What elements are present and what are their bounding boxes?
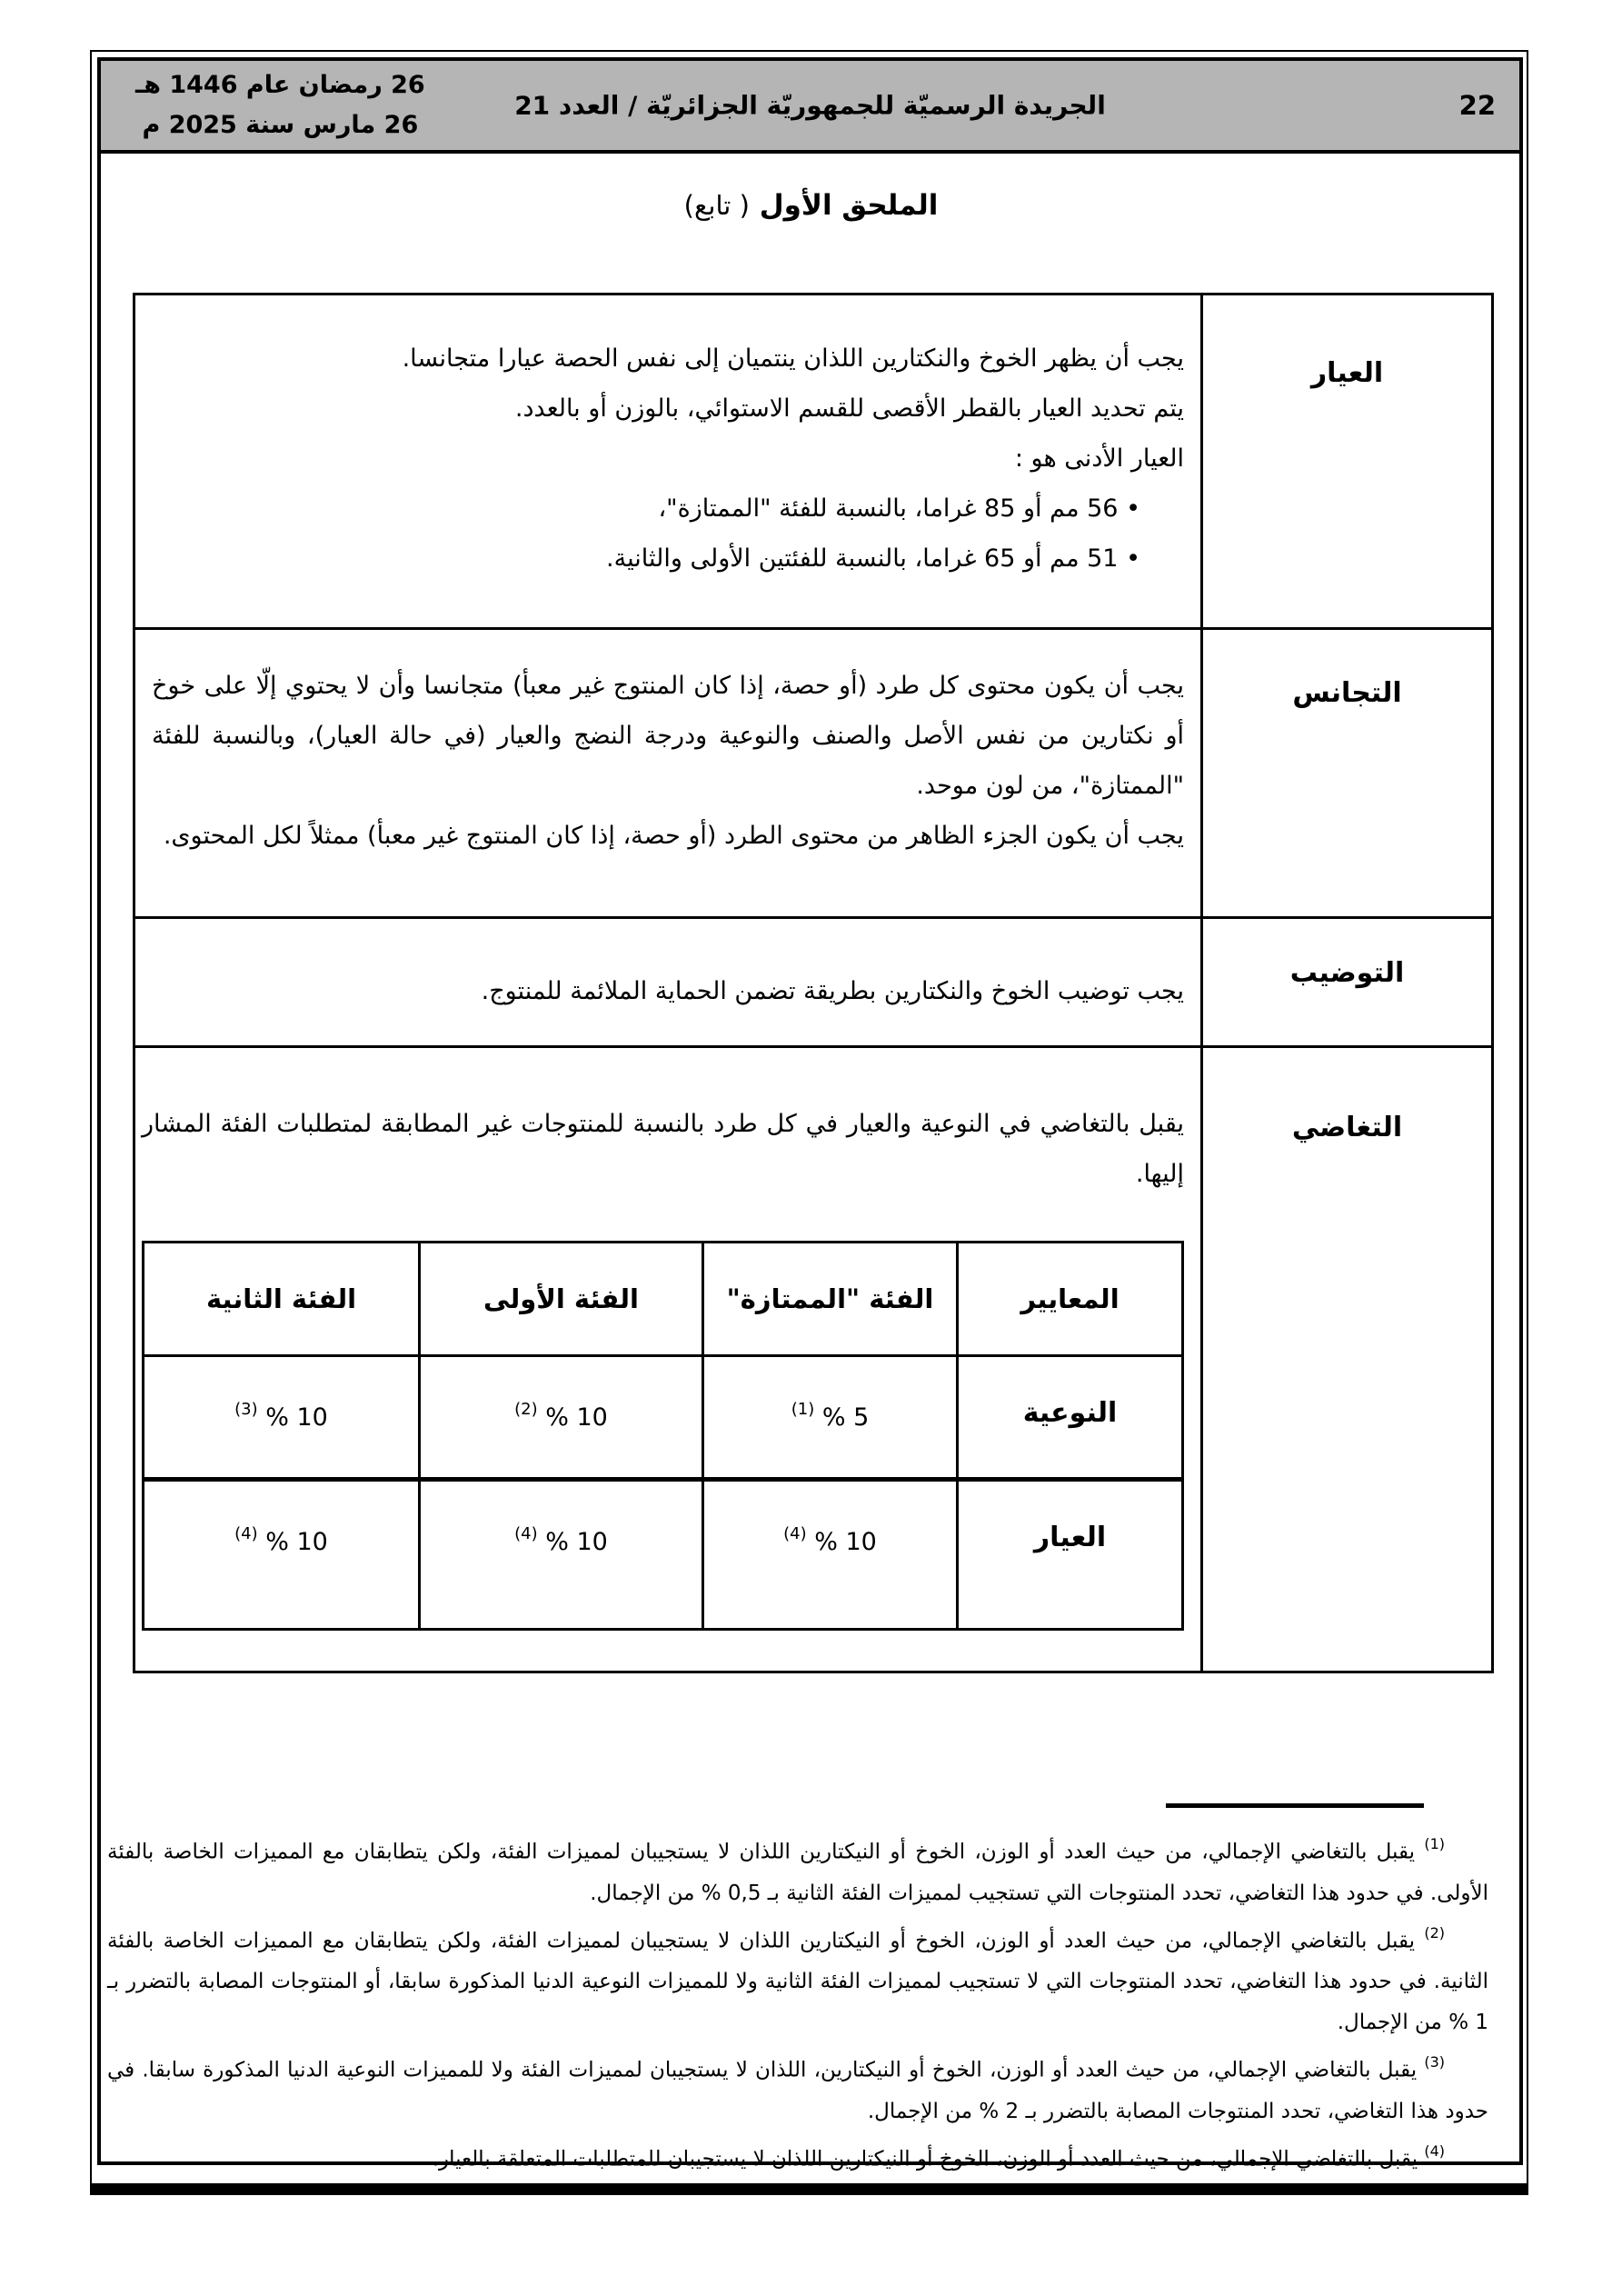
footnote-text: يقبل بالتغاضي الإجمالي، من حيث العدد أو الوزن، الخوخ أو النيكتارين اللذان لا يستجيبان لمميزات الفئة، ولكن يتطابقان مع المميزات الخاصة بالفئة الأولى. في حدود هذا التغاضي، تحدد المنتوجات التي تستجيب لمميزات الفئة الثانية بـ 0,5 % من الإجمال. [107, 1840, 1488, 1905]
footnote-ref: (1) [791, 1400, 815, 1419]
footnote-ref: (4) [234, 1524, 258, 1543]
row-label-packaging: التوضيب [1200, 919, 1491, 1045]
column-header-second-class: الفئة الثانية [205, 1283, 357, 1314]
bullet-item: • 56 مم أو 85 غراما، بالنسبة للفئة "الممتازة"، [658, 494, 1140, 523]
footnote-ref: (3) [1424, 2053, 1446, 2071]
value-cell [418, 1357, 702, 1477]
footnote-ref: (2) [1424, 1923, 1445, 1942]
footnote [107, 1825, 1488, 1914]
row-content-tolerance [125, 1048, 1200, 1671]
paragraph: يجب توضيب الخوخ والنكتارين بطريقة تضمن الحماية الملائمة للمنتوج. [481, 977, 1184, 1005]
hijri-date: 26 رمضان عام 1446 هـ [135, 71, 425, 99]
tolerance-value: 10 % [814, 1528, 877, 1556]
annex-title [0, 189, 1622, 222]
footnote-text: يقبل بالتغاضي الإجمالي، من حيث العدد أو الوزن، الخوخ أو النيكتارين اللذان لا يستجيبان لمميزات الفئة، ولكن يتطابقان مع المميزات الخاصة بالفئة الثانية. في حدود هذا التغاضي، تحدد المنتوجات التي لا تستجيب لمميزات الفئة الثانية ولا للمميزات النوعية الدنيا المذكورة سابقا، أو المنتوجات المصابة بالتضرر بـ 1 % من الإجمال. [107, 1929, 1488, 2035]
table-row-packaging [135, 916, 1491, 1045]
column-header-first-class: الفئة الأولى [418, 1243, 702, 1354]
row-label-caliber: العيار [1200, 295, 1491, 627]
paragraph: العيار الأدنى هو : [1014, 444, 1184, 473]
table-row-tolerance [135, 1045, 1491, 1671]
paragraph: يقبل بالتغاضي في النوعية والعيار في كل طرد بالنسبة للمنتوجات غير المطابقة لمتطلبات الفئة المشار إليها. [142, 1110, 1184, 1188]
column-header-criteria: المعايير [956, 1243, 1181, 1354]
row-content-homogeneity [135, 630, 1200, 916]
value-cell [144, 1482, 418, 1628]
paragraph: يتم تحديد العيار بالقطر الأقصى للقسم الاستوائي، بالوزن أو بالعدد. [514, 394, 1184, 423]
gregorian-date: 26 مارس سنة 2025 م [142, 111, 419, 139]
footnotes [107, 1825, 1488, 2181]
footnote [107, 2132, 1488, 2181]
footnote-ref: (1) [1424, 1835, 1445, 1852]
footnote-text: يقبل بالتغاضي الإجمالي، من حيث العدد أو الوزن، الخوخ أو النيكتارين، اللذان لا يستجيبان لمميزات الفئة ولا للمميزات النوعية الدنيا المذكورة سابقا. في حدود هذا التغاضي، تحدد المنتوجات المصابة بالتضرر بـ 2 % من الإجمال. [107, 2058, 1488, 2123]
paragraph: يجب أن يكون محتوى كل طرد (أو حصة، إذا كان المنتوج غير معبأ) متجانسا وأن لا يحتوي إلّا على خوخ أو نكتارين من نفس الأصل والصنف والنوعية ودرجة النضج والعيار (في حالة العيار)، وبالنسبة للفئة "الممتازة"، من لون موحد. [152, 672, 1184, 800]
row-label-caliber: العيار [956, 1482, 1181, 1628]
annex-title-suffix: ( تابع) [683, 190, 750, 221]
table-row-homogeneity [135, 627, 1491, 916]
paragraph: يجب أن يظهر الخوخ والنكتارين اللذان ينتميان إلى نفس الحصة عيارا متجانسا. [402, 344, 1184, 373]
footnote-ref: (3) [234, 1400, 258, 1419]
footnote-text: يقبل بالتغاضي الإجمالي، من حيث العدد أو الوزن، الخوخ أو النيكتارين اللذان لا يستجيبان للمتطلبات المتعلقة بالعيار. [432, 2147, 1418, 2171]
value-cell [144, 1357, 418, 1477]
annex-title-main: الملحق الأول [759, 189, 939, 222]
tolerance-table-header-row [144, 1243, 1181, 1354]
table-row-caliber [135, 295, 1491, 627]
tolerance-table [142, 1241, 1184, 1631]
row-label-tolerance: التغاضي [1200, 1048, 1491, 1671]
tolerance-value: 5 % [821, 1403, 870, 1432]
tolerance-row-caliber [144, 1477, 1181, 1628]
footnote [107, 1914, 1488, 2044]
tolerance-row-quality [144, 1354, 1181, 1477]
value-cell [702, 1357, 956, 1477]
tolerance-value: 10 % [265, 1528, 328, 1556]
footnote-ref: (4) [783, 1524, 807, 1543]
column-header-extra-class: الفئة "الممتازة" [702, 1243, 956, 1354]
tolerance-value: 10 % [545, 1528, 608, 1556]
footnote-ref: (4) [1424, 2141, 1445, 2160]
footnote-ref: (4) [514, 1524, 538, 1543]
tolerance-value: 10 % [265, 1403, 328, 1432]
footnote-ref: (2) [514, 1400, 538, 1419]
value-cell [418, 1482, 702, 1628]
journal-title: الجريدة الرسميّة للجمهوريّة الجزائريّة / العدد 21 [514, 90, 1106, 121]
bullet-item: • 51 مم أو 65 غراما، بالنسبة للفئتين الأولى والثانية. [606, 544, 1140, 573]
criteria-table [133, 293, 1494, 1673]
row-content-packaging [135, 919, 1200, 1045]
footnote [107, 2043, 1488, 2132]
row-label-homogeneity: التجانس [1200, 630, 1491, 916]
page-number: 22 [1458, 90, 1496, 121]
footnote-separator-rule [1166, 1803, 1424, 1808]
tolerance-value: 10 % [545, 1403, 608, 1432]
row-content-caliber [135, 295, 1200, 627]
row-label-quality: النوعية [956, 1357, 1181, 1477]
header-band [97, 57, 1523, 154]
value-cell [702, 1482, 956, 1628]
paragraph: يجب أن يكون الجزء الظاهر من محتوى الطرد (أو حصة، إذا كان المنتوج غير معبأ) ممثلاً لكل المحتوى. [163, 822, 1184, 850]
